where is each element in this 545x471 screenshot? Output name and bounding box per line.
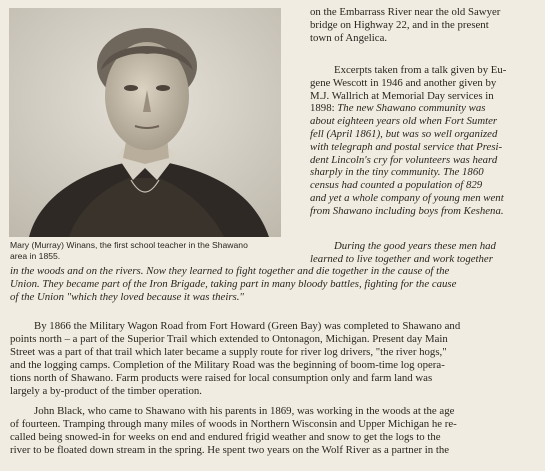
text-line: fell (April 1861), but was so well organized xyxy=(310,127,498,140)
text-line: largely a by-product of the timber operation. xyxy=(10,384,202,397)
text-line xyxy=(310,102,538,115)
text-line: river to be floated down stream in the spring. He spent two years on the Wolf River as a partner in the xyxy=(10,443,450,456)
text-line: and yet a whole company of young men went xyxy=(310,191,504,204)
text-line: of the Union "which they loved because it was theirs." xyxy=(10,290,244,303)
text-fragment: 1898: xyxy=(310,102,338,115)
text-line: bridge on Highway 22, and in the present xyxy=(310,18,489,31)
good-years-paragraph xyxy=(0,265,545,304)
portrait-photo xyxy=(9,8,281,237)
text-line: from Shawano including boys from Keshena. xyxy=(310,204,504,217)
text-line: Union. They became part of the Iron Brigade, taking part in many bloody battles, fighting for the cause xyxy=(10,277,457,290)
text-line: dent Lincoln's cry for volunteers was heard xyxy=(310,153,498,166)
text-line: on the Embarrass River near the old Sawyer xyxy=(310,6,501,18)
john-black-paragraph xyxy=(0,405,545,457)
text-line: of fourteen. Tramping through many miles of woods in Northern Wisconsin and Upper Michigan he re- xyxy=(10,417,457,430)
text-line: with telegraph and postal service that Presi- xyxy=(310,140,503,153)
text-line: By 1866 the Military Wagon Road from Fort Howard (Green Bay) was completed to Shawano and xyxy=(34,320,461,332)
text-line: about eighteen years old when Fort Sumter xyxy=(310,115,498,128)
good-years-paragraph-start xyxy=(310,240,538,266)
wagon-road-paragraph xyxy=(0,320,545,397)
text-line: John Black, who came to Shawano with his parents in 1869, was working in the woods at the age xyxy=(34,405,455,417)
caption-line: Mary (Murray) Winans, the first school teacher in the Shawano xyxy=(10,240,248,250)
text-line: During the good years these men had xyxy=(334,240,496,252)
text-line: gene Wescott in 1946 and another given by xyxy=(310,76,497,89)
text-line: Street was a part of that trail which later became a supply route for river log drivers, "the river hogs," xyxy=(10,345,447,358)
text-line: tions north of Shawano. Farm products were raised for local consumption only and farm land was xyxy=(10,371,433,384)
excerpt-paragraph xyxy=(310,64,538,218)
text-line: town of Angelica. xyxy=(310,31,388,44)
text-line: learned to live together and work together xyxy=(310,252,493,265)
text-line: points north – a part of the Superior Trail which extended to Ontonagon, Michigan. Present day Main xyxy=(10,332,448,345)
caption-line: area in 1855. xyxy=(10,251,61,261)
text-line: M.J. Wallrich at Memorial Day services in xyxy=(310,89,494,102)
text-line: called being snowed-in for weeks on end and endured frigid weather and snow to get the logs to the xyxy=(10,430,441,443)
text-line: in the woods and on the rivers. Now they learned to fight together and die together in the cause of the xyxy=(10,265,450,277)
text-line: and the logging camps. Completion of the Military Road was the beginning of boom-time log opera- xyxy=(10,358,445,371)
text-line: census had counted a population of 829 xyxy=(310,179,483,192)
photo-caption xyxy=(10,240,282,262)
intro-paragraph xyxy=(310,6,538,44)
portrait-illustration xyxy=(9,8,281,237)
text-line: Excerpts taken from a talk given by Eu- xyxy=(334,64,507,76)
text-line: sharply in the tiny community. The 1860 xyxy=(310,166,484,179)
text-fragment: The new Shawano community was xyxy=(337,102,486,115)
